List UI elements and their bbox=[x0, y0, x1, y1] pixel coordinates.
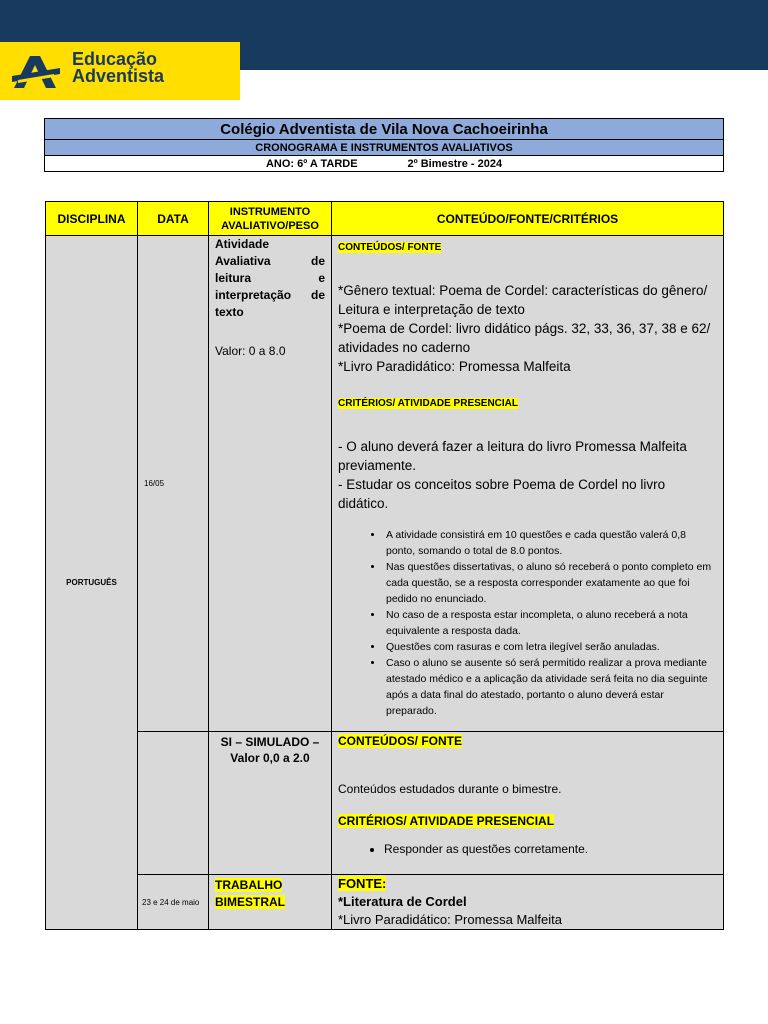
instrument-line: Atividade bbox=[215, 237, 270, 251]
column-header: CONTEÚDO/FONTE/CRITÉRIOS bbox=[332, 202, 724, 236]
column-header: DISCIPLINA bbox=[46, 202, 138, 236]
criteria-bullets bbox=[338, 841, 717, 857]
criteria-label: CRITÉRIOS/ ATIVIDADE PRESENCIAL bbox=[338, 814, 555, 828]
list-item: • No caso de a resposta estar incompleta, o aluno receberá a nota equivalente a resposta dada. bbox=[384, 607, 717, 639]
instrument-line: Valor 0,0 a 2.0 bbox=[230, 751, 310, 765]
criteria-label: CRITÉRIOS/ ATIVIDADE PRESENCIAL bbox=[338, 398, 519, 409]
table-row bbox=[46, 236, 724, 732]
criteria-line: - Estudar os conceitos sobre Poema de Cordel no livro didático. bbox=[338, 477, 666, 511]
instrument-line: texto bbox=[215, 305, 244, 319]
column-header: DATA bbox=[138, 202, 209, 236]
table-row bbox=[46, 875, 724, 930]
instrument-line: Avaliativa de bbox=[215, 254, 325, 268]
list-item: • Responder as questões corretamente. bbox=[384, 841, 717, 857]
criteria-lines bbox=[338, 437, 717, 513]
instrument-line: TRABALHO bbox=[215, 878, 283, 892]
criteria-bullets bbox=[338, 527, 717, 719]
list-item: • Nas questões dissertativas, o aluno só receberá o ponto completo em cada questão, se a resposta corresponder exatamente ao que foi pedido no enunciado. bbox=[384, 559, 717, 607]
bimester: 2º Bimestre - 2024 bbox=[407, 157, 503, 170]
subject-cell: PORTUGUÊS bbox=[46, 236, 138, 930]
date-cell: 23 e 24 de maio bbox=[138, 875, 209, 930]
instrument-line: leitura e bbox=[215, 271, 325, 285]
instrument-cell bbox=[209, 732, 332, 875]
table-row bbox=[46, 732, 724, 875]
criteria-line: - O aluno deverá fazer a leitura do livro Promessa Malfeita previamente. bbox=[338, 439, 687, 473]
content-cell bbox=[332, 875, 724, 930]
content-line: *Gênero textual: Poema de Cordel: características do gênero/ Leitura e interpretação de texto bbox=[338, 283, 708, 317]
instrument-line: BIMESTRAL bbox=[215, 895, 285, 909]
instrument-value: Valor: 0 a 8.0 bbox=[215, 344, 286, 358]
content-label: FONTE: bbox=[338, 876, 387, 891]
document-subtitle: CRONOGRAMA E INSTRUMENTOS AVALIATIVOS bbox=[45, 140, 724, 156]
brand-logo bbox=[0, 42, 240, 100]
date-cell: 16/05 bbox=[138, 236, 209, 732]
brand-line1: Educação bbox=[72, 49, 158, 69]
brand-text bbox=[72, 51, 164, 85]
column-header: INSTRUMENTO AVALIATIVO/PESO bbox=[209, 202, 332, 236]
class-year: ANO: 6º A TARDE bbox=[265, 157, 358, 170]
content-line: *Literatura de Cordel bbox=[338, 894, 467, 909]
assessment-table bbox=[45, 201, 724, 930]
content-line: *Livro Paradidático: Promessa Malfeita bbox=[338, 359, 571, 374]
content-label: CONTEÚDOS/ FONTE bbox=[338, 734, 463, 748]
content-line: *Poema de Cordel: livro didático págs. 32, 33, 36, 37, 38 e 62/ atividades no caderno bbox=[338, 321, 711, 355]
brand-a-icon bbox=[10, 52, 62, 90]
content-line: *Livro Paradidático: Promessa Malfeita bbox=[338, 912, 562, 927]
content-cell bbox=[332, 236, 724, 732]
document-header bbox=[44, 118, 724, 172]
instrument-line: SI – SIMULADO – bbox=[220, 735, 320, 749]
instrument-line: interpretação de bbox=[215, 288, 325, 302]
list-item: • A atividade consistirá em 10 questões e cada questão valerá 0,8 ponto, somando o total de 8.0 pontos. bbox=[384, 527, 717, 559]
instrument-cell bbox=[209, 875, 332, 930]
content-text: Conteúdos estudados durante o bimestre. bbox=[338, 782, 562, 796]
content-label: CONTEÚDOS/ FONTE bbox=[338, 242, 442, 253]
list-item: • Questões com rasuras e com letra ilegível serão anuladas. bbox=[384, 639, 717, 655]
brand-line2: Adventista bbox=[72, 66, 165, 86]
instrument-cell bbox=[209, 236, 332, 732]
content-cell bbox=[332, 732, 724, 875]
list-item: • Caso o aluno se ausente só será permitido realizar a prova mediante atestado médico e a aplicação da atividade será feita no dia seguinte após a data final do atestado, portanto o aluno deverá estar preparado. bbox=[384, 655, 717, 719]
school-name: Colégio Adventista de Vila Nova Cachoeirinha bbox=[45, 119, 724, 140]
date-cell bbox=[138, 732, 209, 875]
table-header-row bbox=[46, 202, 724, 236]
class-info bbox=[45, 156, 724, 172]
content-lines bbox=[338, 281, 717, 376]
